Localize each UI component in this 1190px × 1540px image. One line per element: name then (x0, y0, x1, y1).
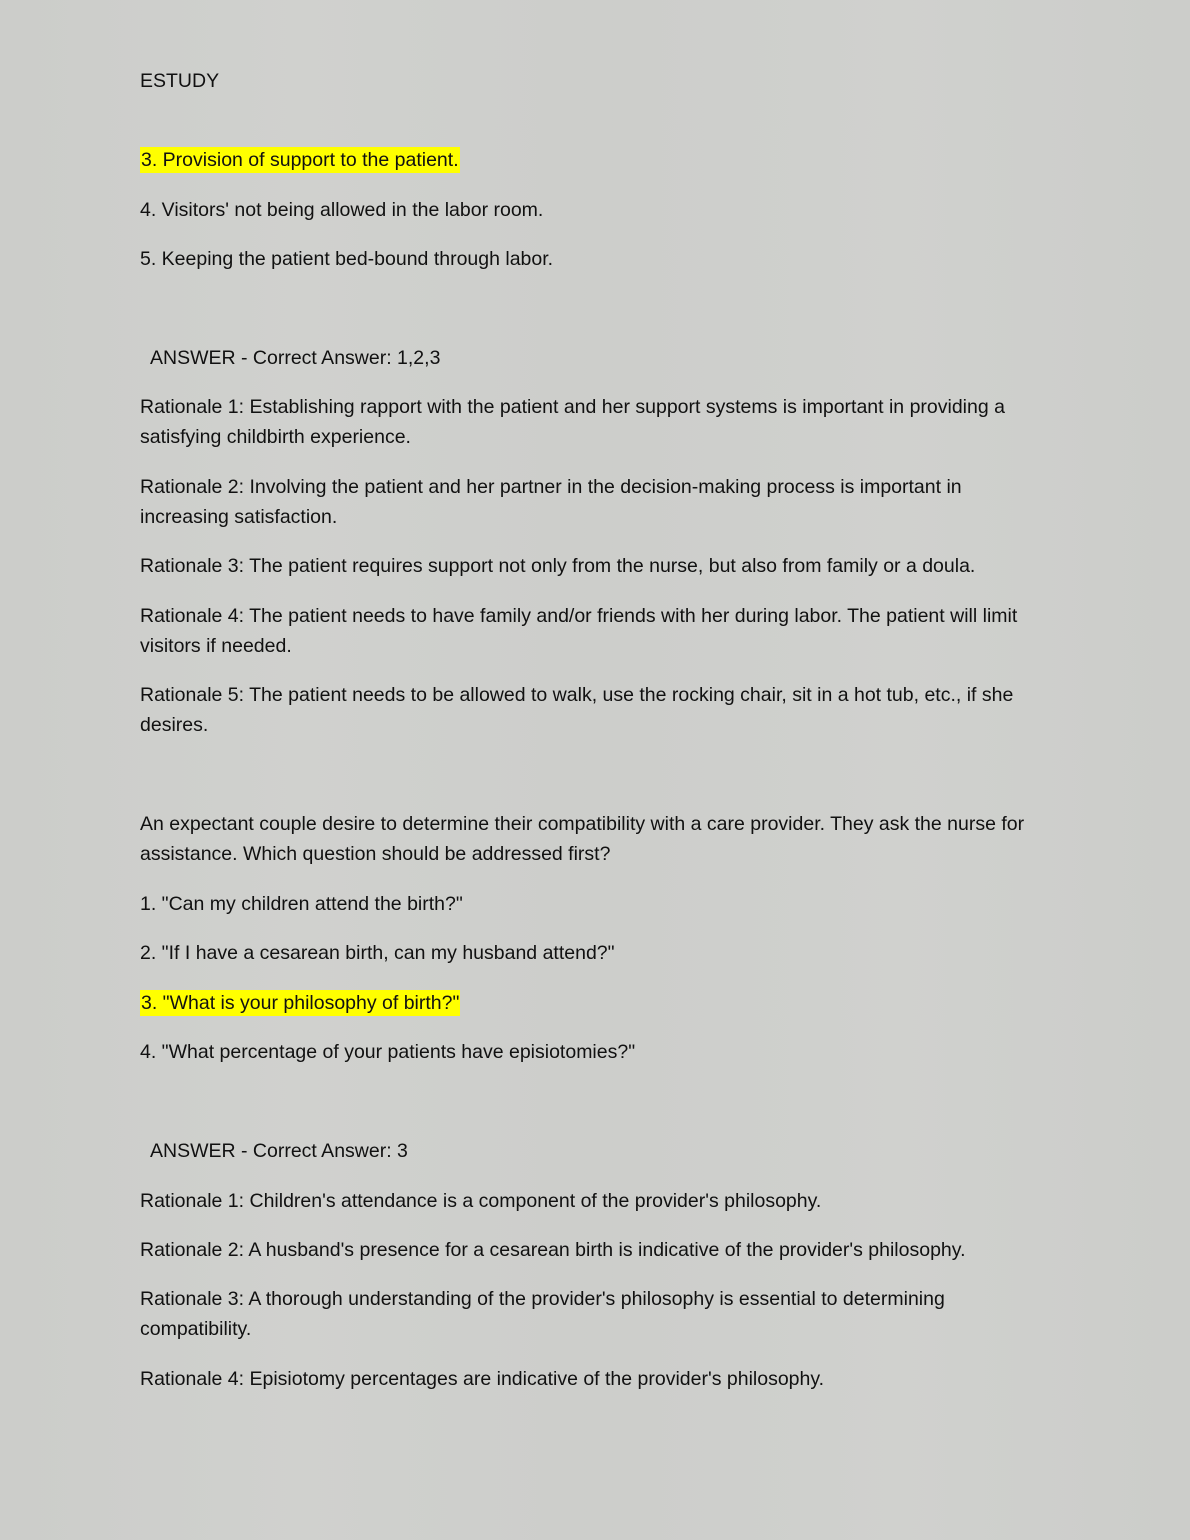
q2-rationale-2: Rationale 2: A husband's presence for a cesarean birth is indicative of the provider's philosophy. (140, 1239, 966, 1261)
q1-rationale-1: Rationale 1: Establishing rapport with the patient and her support systems is important in providing a satisfying childbirth experience. (140, 396, 1005, 448)
q1-rationale-5: Rationale 5: The patient needs to be allowed to walk, use the rocking chair, sit in a hot tub, etc., if she desires. (140, 684, 1014, 736)
q2-answer: ANSWER - Correct Answer: 3 (150, 1140, 408, 1162)
q1-rationale-4: Rationale 4: The patient needs to have family and/or friends with her during labor. The patient will limit visitors if needed. (140, 605, 1018, 657)
q1-option-3 (140, 145, 460, 175)
q2-rationale-1: Rationale 1: Children's attendance is a component of the provider's philosophy. (140, 1190, 822, 1212)
q2-option-3 (140, 988, 460, 1018)
q1-option-4: 4. Visitors' not being allowed in the labor room. (140, 199, 544, 221)
highlighted-correct-option: 3. Provision of support to the patient. (141, 149, 459, 171)
q2-option-1: 1. "Can my children attend the birth?" (140, 893, 463, 915)
q2-option-2: 2. "If I have a cesarean birth, can my husband attend?" (140, 942, 615, 964)
q2-rationale-4: Rationale 4: Episiotomy percentages are indicative of the provider's philosophy. (140, 1368, 825, 1390)
q2-option-4: 4. "What percentage of your patients have episiotomies?" (140, 1041, 636, 1063)
q1-rationale-3: Rationale 3: The patient requires support not only from the nurse, but also from family or a doula. (140, 555, 976, 577)
q1-answer: ANSWER - Correct Answer: 1,2,3 (150, 347, 441, 369)
document-header: ESTUDY (140, 70, 220, 92)
q1-option-5: 5. Keeping the patient bed-bound through labor. (140, 248, 554, 270)
q1-rationale-2: Rationale 2: Involving the patient and her partner in the decision-making process is important in increasing satisfaction. (140, 476, 962, 528)
q2-rationale-3: Rationale 3: A thorough understanding of the provider's philosophy is essential to determining compatibility. (140, 1288, 945, 1340)
q2-question: An expectant couple desire to determine their compatibility with a care provider. They ask the nurse for assistance. Which question should be addressed first? (140, 813, 1025, 865)
highlighted-correct-option: 3. "What is your philosophy of birth?" (141, 992, 460, 1014)
